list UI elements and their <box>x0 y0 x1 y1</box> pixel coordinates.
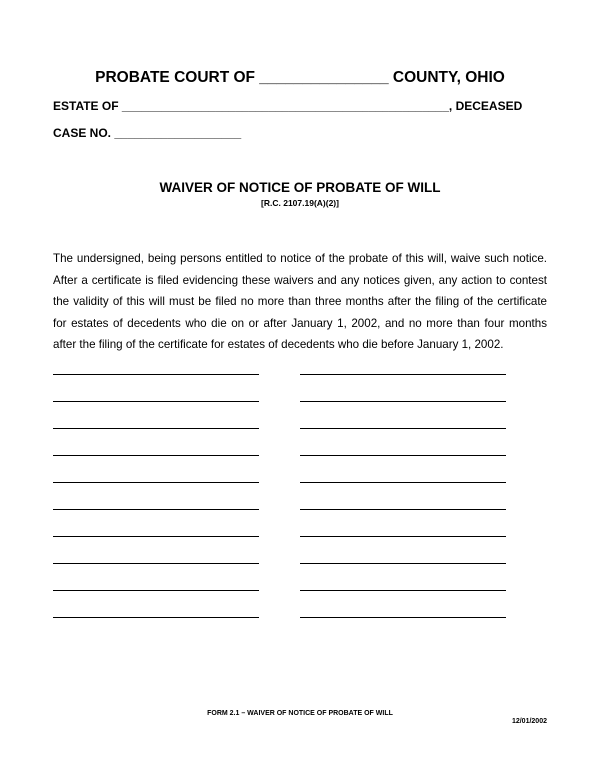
revision-date: 12/01/2002 <box>511 718 547 725</box>
estate-line: ESTATE OF _________________________________________________, DECEASED <box>53 99 523 113</box>
signature-line-left[interactable] <box>53 509 259 510</box>
signature-line-left[interactable] <box>53 590 259 591</box>
statute-citation: [R.C. 2107.19(A)(2)] <box>261 198 339 208</box>
signature-line-right[interactable] <box>300 428 506 429</box>
signature-line-left[interactable] <box>53 455 259 456</box>
signature-line-left[interactable] <box>53 536 259 537</box>
form-title: WAIVER OF NOTICE OF PROBATE OF WILL <box>159 180 441 195</box>
signature-line-right[interactable] <box>300 617 506 618</box>
signature-line-right[interactable] <box>300 401 506 402</box>
paragraph-line: for estates of decedents who die on or after January 1, 2002, and no more than four months <box>53 316 547 330</box>
signature-line-right[interactable] <box>300 509 506 510</box>
waiver-paragraph <box>53 248 547 356</box>
form-footer: FORM 2.1 – WAIVER OF NOTICE OF PROBATE OF WILL <box>207 710 393 717</box>
signature-line-right[interactable] <box>300 374 506 375</box>
signature-line-right[interactable] <box>300 482 506 483</box>
signature-line-left[interactable] <box>53 617 259 618</box>
paragraph-line: the validity of this will must be filed no more than three months after the filing of the certificate <box>53 295 547 309</box>
signature-line-right[interactable] <box>300 563 506 564</box>
signature-line-left[interactable] <box>53 428 259 429</box>
signature-line-right[interactable] <box>300 590 506 591</box>
paragraph-line: After a certificate is filed evidencing these waivers and any notices given, any action to contest <box>53 273 547 287</box>
paragraph-line: The undersigned, being persons entitled to notice of the probate of this will, waive such notice. <box>53 252 547 265</box>
signature-line-right[interactable] <box>300 536 506 537</box>
court-heading: PROBATE COURT OF _______________ COUNTY, OHIO <box>95 69 505 86</box>
signature-line-left[interactable] <box>53 563 259 564</box>
case-number-line: CASE NO. ___________________ <box>53 126 242 140</box>
signature-line-left[interactable] <box>53 482 259 483</box>
paragraph-line: after the filing of the certificate for estates of decedents who die before January 1, 2002. <box>53 338 504 352</box>
signature-line-right[interactable] <box>300 455 506 456</box>
signature-line-left[interactable] <box>53 401 259 402</box>
signature-line-left[interactable] <box>53 374 259 375</box>
